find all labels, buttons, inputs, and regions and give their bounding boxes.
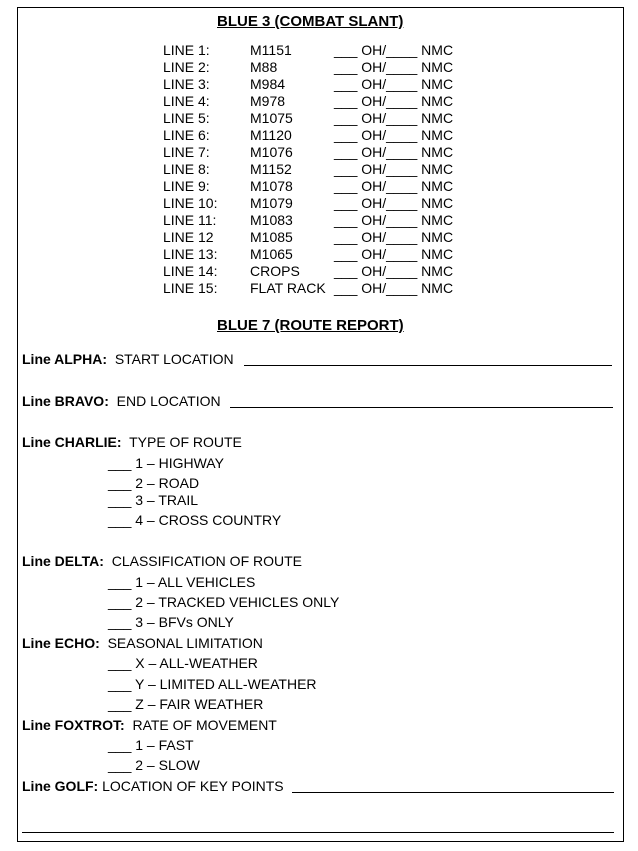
line-alpha [22,351,234,367]
line-foxtrot-text: RATE OF MOVEMENT [132,717,277,733]
line-item: M1078 [250,178,293,194]
line-alpha-text: START LOCATION [114,351,234,367]
line-label: LINE 1: [163,42,210,58]
charlie-option[interactable]: ___ 1 – HIGHWAY [108,455,224,471]
echo-option[interactable]: ___ Z – FAIR WEATHER [108,696,264,712]
echo-option[interactable]: ___ X – ALL-WEATHER [108,655,258,671]
line-charlie-text: TYPE OF ROUTE [129,434,242,450]
line-foxtrot-label: Line FOXTROT: [22,717,125,733]
line-item: M1075 [250,110,293,126]
line-status: ___ OH/____ NMC [334,195,454,211]
line-item: M1079 [250,195,293,211]
line-delta-text: CLASSIFICATION OF ROUTE [111,553,303,569]
bravo-fill-line[interactable] [230,395,613,408]
line-item: M88 [250,59,278,75]
line-golf-label: Line GOLF: [22,778,99,794]
line-status: ___ OH/____ NMC [334,178,454,194]
line-bravo-text: END LOCATION [116,393,221,409]
line-charlie-label: Line CHARLIE: [22,434,122,450]
delta-option[interactable]: ___ 1 – ALL VEHICLES [108,574,256,590]
line-status: ___ OH/____ NMC [334,110,454,126]
charlie-option[interactable]: ___ 3 – TRAIL [108,492,199,508]
line-delta-label: Line DELTA: [22,553,104,569]
line-status: ___ OH/____ NMC [334,42,454,58]
line-golf-text: LOCATION OF KEY POINTS [102,778,284,794]
line-item: FLAT RACK [250,280,326,296]
line-label: LINE 7: [163,144,210,160]
alpha-fill-line[interactable] [244,353,612,366]
line-golf [22,778,284,794]
line-status: ___ OH/____ NMC [334,212,454,228]
echo-option[interactable]: ___ Y – LIMITED ALL-WEATHER [108,676,317,692]
line-label: LINE 8: [163,161,210,177]
line-label: LINE 14: [163,263,218,279]
line-item: M1120 [250,127,292,143]
line-item: M1076 [250,144,293,160]
line-item: M1083 [250,212,293,228]
line-item: M978 [250,93,286,109]
line-status: ___ OH/____ NMC [334,229,454,245]
line-label: LINE 3: [163,76,210,92]
line-label: LINE 12 [163,229,214,245]
charlie-option[interactable]: ___ 2 – ROAD [108,475,200,491]
line-status: ___ OH/____ NMC [334,59,454,75]
line-status: ___ OH/____ NMC [334,280,454,296]
golf-fill-line[interactable] [292,780,614,793]
line-item: M1151 [250,42,292,58]
line-status: ___ OH/____ NMC [334,246,454,262]
line-item: M984 [250,76,286,92]
line-foxtrot [22,717,277,733]
blue7-title: BLUE 7 (ROUTE REPORT) [217,317,404,334]
line-item: M1085 [250,229,293,245]
line-label: LINE 9: [163,178,210,194]
line-status: ___ OH/____ NMC [334,76,454,92]
line-status: ___ OH/____ NMC [334,263,454,279]
charlie-option[interactable]: ___ 4 – CROSS COUNTRY [108,512,282,528]
line-label: LINE 10: [163,195,218,211]
line-alpha-label: Line ALPHA: [22,351,108,367]
delta-option[interactable]: ___ 2 – TRACKED VEHICLES ONLY [108,594,340,610]
line-status: ___ OH/____ NMC [334,93,454,109]
line-label: LINE 11: [163,212,217,228]
line-label: LINE 4: [163,93,210,109]
line-label: LINE 5: [163,110,210,126]
line-echo-text: SEASONAL LIMITATION [107,635,263,651]
line-charlie [22,434,242,450]
line-status: ___ OH/____ NMC [334,127,454,143]
line-delta [22,553,302,569]
line-label: LINE 6: [163,127,210,143]
line-item: M1065 [250,246,293,262]
line-echo [22,635,263,651]
foxtrot-option[interactable]: ___ 1 – FAST [108,737,194,753]
line-label: LINE 2: [163,59,210,75]
line-echo-label: Line ECHO: [22,635,100,651]
line-item: CROPS [250,263,300,279]
line-label: LINE 15: [163,280,218,296]
delta-option[interactable]: ___ 3 – BFVs ONLY [108,614,234,630]
line-bravo [22,393,221,409]
line-bravo-label: Line BRAVO: [22,393,109,409]
foxtrot-option[interactable]: ___ 2 – SLOW [108,757,200,773]
line-item: M1152 [250,161,292,177]
blue3-title: BLUE 3 (COMBAT SLANT) [217,13,404,30]
golf-fill-line-2[interactable] [22,820,614,833]
line-status: ___ OH/____ NMC [334,144,454,160]
line-label: LINE 13: [163,246,218,262]
line-status: ___ OH/____ NMC [334,161,454,177]
